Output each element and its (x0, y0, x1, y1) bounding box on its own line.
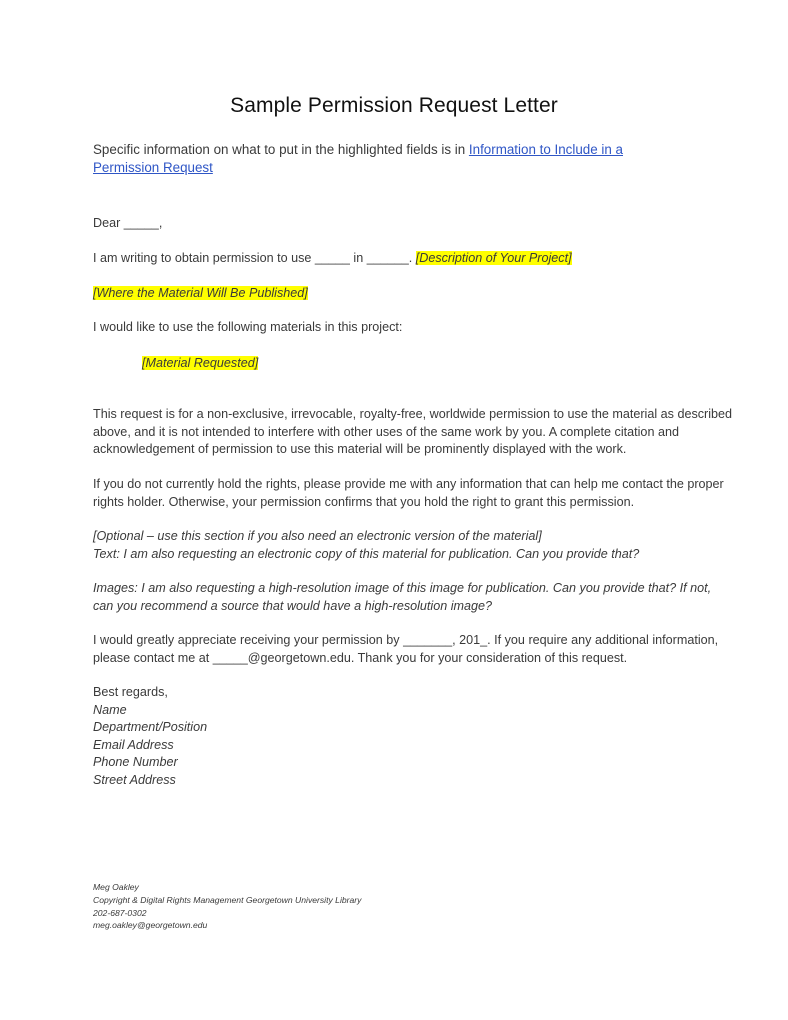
signature-block (93, 684, 733, 790)
purpose-paragraph (93, 250, 733, 268)
footer-role: Copyright & Digital Rights Management Georgetown University Library (93, 894, 362, 905)
publication-highlight: [Where the Material Will Be Published] (93, 286, 308, 300)
material-highlight: [Material Requested] (142, 356, 259, 370)
info-link-line2: Permission Request (93, 160, 213, 175)
footer-contact (93, 881, 361, 932)
signature-name: Name (93, 702, 127, 717)
materials-intro: I would like to use the following materials in this project: (93, 320, 403, 334)
images-paragraph: Images: I am also requesting a high-resolution image of this image for publication. Can you provide that? If not, can you recommend a source that would have a high-resolution image? (93, 581, 712, 613)
regards: Best regards, (93, 685, 168, 699)
optional-text: Text: I am also requesting an electronic copy of this material for publication. Can you provide that? (93, 546, 640, 561)
optional-note: [Optional – use this section if you also need an electronic version of the material] (93, 529, 542, 543)
footer-phone: 202-687-0302 (93, 907, 147, 918)
purpose-text: I am writing to obtain permission to use _____ in ______. (93, 251, 416, 265)
optional-section (93, 528, 733, 563)
publication-paragraph (93, 285, 733, 303)
info-link-line1: Information to Include in a (468, 142, 623, 157)
footer-author: Meg Oakley (93, 882, 139, 892)
material-paragraph (142, 355, 782, 373)
signature-street: Street Address (93, 772, 176, 787)
intro-paragraph (93, 141, 733, 177)
salutation: Dear _____, (93, 216, 163, 230)
project-description-highlight: [Description of Your Project] (415, 251, 572, 265)
rights-paragraph: If you do not currently hold the rights, please provide me with any information that can help me contact the proper rights holder. Otherwise, your permission confirms that you hold the right to grant this permission. (93, 477, 724, 509)
signature-department: Department/Position (93, 720, 208, 735)
signature-phone: Phone Number (93, 755, 178, 770)
closing-paragraph: I would greatly appreciate receiving your permission by _______, 201_. If you require any additional information, please contact me at _____@georgetown.edu. Thank you for your consideration of this request. (93, 633, 719, 665)
signature-email: Email Address (93, 737, 174, 752)
page-title: Sample Permission Request Letter (230, 94, 558, 117)
footer-email: meg.oakley@georgetown.edu (93, 920, 208, 931)
intro-text: Specific information on what to put in the highlighted fields is in (93, 142, 469, 157)
request-paragraph: This request is for a non-exclusive, irrevocable, royalty-free, worldwide permission to use the material as described above, and it is not intended to interfere with other uses of the same work by you. A complete citation and acknowledgement of permission to use this material will be prominently displayed with the work. (93, 407, 733, 457)
